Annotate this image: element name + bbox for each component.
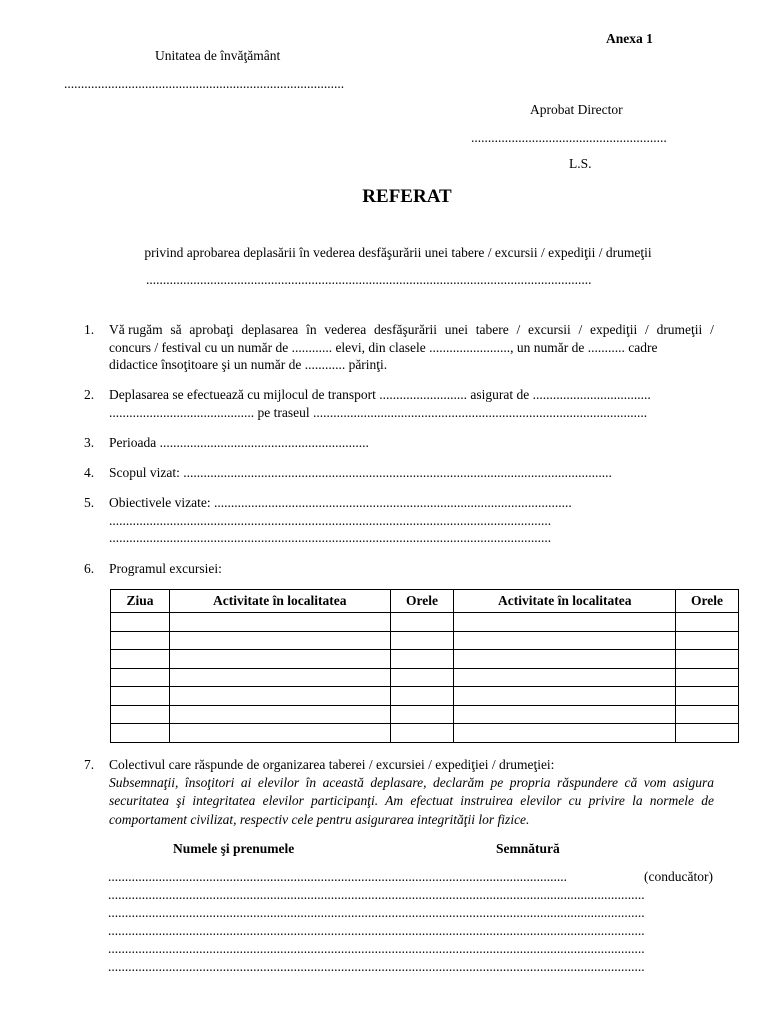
table-cell[interactable]	[111, 705, 170, 724]
signature-column-header: Semnătură	[496, 841, 560, 856]
table-cell[interactable]	[454, 613, 676, 632]
item-number: 7.	[84, 757, 95, 772]
declaration-text: Subsemnaţii, însoţitori ai elevilor în această deplasare, declarăm pe propria răspundere că vom asigura securitatea şi integritatea elevilor participanţi. Am efectuat instruirea elevilor cu privire la normele de comportament civilizat, respectiv cele pentru asigurarea integrităţii lor fizice.	[109, 774, 714, 827]
table-cell[interactable]	[676, 687, 739, 706]
table-row	[111, 687, 739, 706]
table-cell[interactable]	[390, 631, 454, 650]
item-1-line-3[interactable]: didactice însoţitoare şi un număr de ............ părinţi.	[109, 357, 388, 372]
table-cell[interactable]	[676, 705, 739, 724]
table-cell[interactable]	[169, 613, 390, 632]
table-cell[interactable]	[454, 668, 676, 687]
objectives-field-2[interactable]: ...................................................................................................................................	[109, 512, 552, 528]
table-cell[interactable]	[676, 613, 739, 632]
table-cell[interactable]	[111, 631, 170, 650]
ls-label: L.S.	[569, 156, 592, 171]
word: drumeţii	[656, 322, 703, 337]
table-cell[interactable]	[454, 687, 676, 706]
table-row	[111, 668, 739, 687]
objectives-field-1[interactable]: Obiectivele vizate: ..........................................................................................................	[109, 495, 572, 510]
col-header-hours: Orele	[390, 590, 454, 613]
word: deplasarea	[241, 322, 299, 337]
table-cell[interactable]	[169, 668, 390, 687]
objectives-field-3[interactable]: ...................................................................................................................................	[109, 530, 552, 545]
word: /	[516, 322, 521, 337]
word: vederea	[324, 322, 367, 337]
table-cell[interactable]	[111, 650, 170, 669]
table-cell[interactable]	[390, 687, 454, 706]
route-field[interactable]: ........................................... pe traseul ...................................................................................................	[109, 404, 648, 420]
approved-label: Aprobat Director	[530, 102, 623, 117]
item-5	[84, 494, 714, 547]
word: /	[645, 322, 649, 337]
member-signature-line[interactable]: ...............................................................................................................................................................	[108, 905, 645, 920]
item-7	[84, 756, 714, 829]
table-row	[111, 631, 739, 650]
item-2	[84, 386, 714, 421]
table-cell[interactable]	[111, 687, 170, 706]
subtitle-field[interactable]: ....................................................................................................................................	[146, 272, 592, 287]
table-cell[interactable]	[676, 650, 739, 669]
leader-label: (conducător)	[644, 869, 713, 884]
table-cell[interactable]	[676, 724, 739, 743]
director-signature-field[interactable]: ..........................................................	[471, 130, 667, 145]
word: desfăşurării	[374, 322, 438, 337]
item-1-line-2[interactable]: concurs / festival cu un număr de ............ elevi, din clasele ........................, un număr de ........... cadre	[109, 339, 658, 355]
leader-signature-line[interactable]: ........................................................................................................................................ (conducător)	[108, 869, 713, 884]
table-row	[111, 705, 739, 724]
table-cell[interactable]	[390, 650, 454, 669]
table-cell[interactable]	[169, 705, 390, 724]
team-label: Colectivul care răspunde de organizarea taberei / excursiei / expediţiei / drumeţiei:	[109, 757, 555, 772]
member-signature-line[interactable]: ...............................................................................................................................................................	[108, 959, 645, 974]
table-cell[interactable]	[454, 650, 676, 669]
item-1-line-1	[109, 321, 714, 339]
word: în	[306, 322, 317, 337]
word: expediţii	[590, 322, 638, 337]
col-header-hours: Orele	[676, 590, 739, 613]
item-3	[84, 434, 714, 452]
table-cell[interactable]	[390, 613, 454, 632]
table-row	[111, 613, 739, 632]
word: tabere	[475, 322, 509, 337]
item-4	[84, 464, 714, 482]
table-cell[interactable]	[111, 668, 170, 687]
table-header-row	[111, 590, 739, 613]
item-6	[84, 560, 714, 578]
table-cell[interactable]	[676, 631, 739, 650]
annex-label: Anexa 1	[606, 31, 653, 46]
name-column-header: Numele şi prenumele	[173, 841, 295, 856]
word: excursii	[528, 322, 571, 337]
table-cell[interactable]	[169, 650, 390, 669]
subtitle: privind aprobarea deplasării în vederea desfăşurării unei tabere / excursii / expediţii / drumeţii	[144, 245, 652, 260]
table-cell[interactable]	[111, 613, 170, 632]
member-signature-line[interactable]: ...............................................................................................................................................................	[108, 887, 645, 902]
word: să	[170, 322, 182, 337]
table-cell[interactable]	[390, 705, 454, 724]
transport-field[interactable]: Deplasarea se efectuează cu mijlocul de transport .......................... asigurat de ...................................	[109, 387, 651, 402]
col-header-activity: Activitate în localitatea	[169, 590, 390, 613]
word: /	[710, 322, 714, 337]
purpose-field[interactable]: Scopul vizat: ...............................................................................................................................	[109, 465, 612, 480]
table-cell[interactable]	[169, 687, 390, 706]
table-row	[111, 724, 739, 743]
table-cell[interactable]	[454, 705, 676, 724]
item-number: 6.	[84, 561, 95, 576]
word: /	[578, 322, 583, 337]
word: aprobaţi	[189, 322, 234, 337]
col-header-activity: Activitate în localitatea	[454, 590, 676, 613]
period-field[interactable]: Perioada ..............................................................	[109, 435, 369, 450]
table-row	[111, 650, 739, 669]
table-cell[interactable]	[390, 668, 454, 687]
table-cell[interactable]	[676, 668, 739, 687]
table-cell[interactable]	[169, 724, 390, 743]
member-signature-line[interactable]: ...............................................................................................................................................................	[108, 923, 645, 938]
item-number: 5.	[84, 495, 95, 510]
col-header-day: Ziua	[111, 590, 170, 613]
word: unei	[444, 322, 469, 337]
table-cell[interactable]	[454, 631, 676, 650]
item-number: 2.	[84, 387, 95, 402]
word: Vă rugăm	[109, 322, 163, 337]
program-label: Programul excursiei:	[109, 561, 222, 576]
table-cell[interactable]	[111, 724, 170, 743]
table-cell[interactable]	[169, 631, 390, 650]
school-field[interactable]: ...................................................................................	[64, 76, 345, 91]
table-cell[interactable]	[454, 724, 676, 743]
item-number: 4.	[84, 465, 95, 480]
item-number: 3.	[84, 435, 95, 450]
school-label: Unitatea de învăţământ	[155, 48, 281, 63]
program-table	[110, 589, 739, 743]
page-title: REFERAT	[362, 186, 452, 207]
item-1	[84, 321, 714, 374]
item-number: 1.	[84, 322, 95, 337]
member-signature-line[interactable]: ...............................................................................................................................................................	[108, 941, 645, 956]
table-cell[interactable]	[390, 724, 454, 743]
